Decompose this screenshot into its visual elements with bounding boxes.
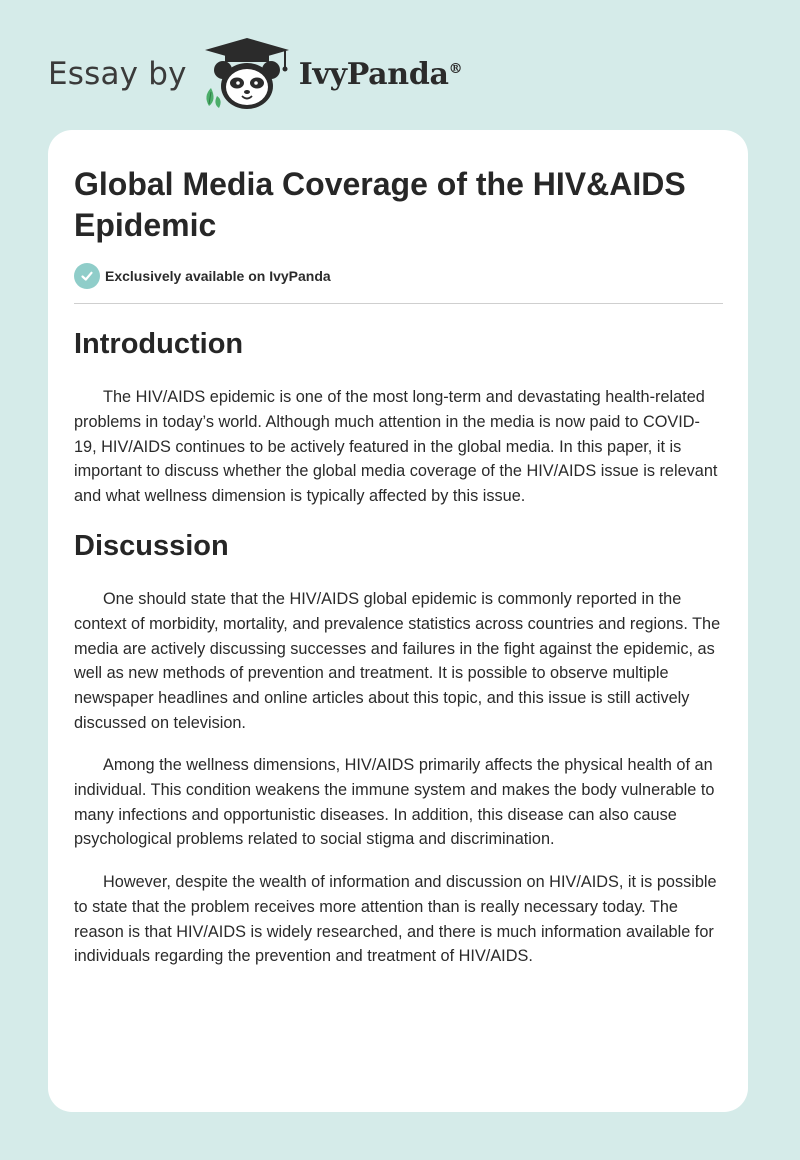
- section-heading-discussion: Discussion: [74, 530, 229, 562]
- paragraph: The HIV/AIDS epidemic is one of the most long-term and devastating health-related problems in today’s world. Although much attention in the media is now paid to COVID-19, HIV/AIDS continues to be actively featured in the global media. In this paper, it is important to discuss whether the global media coverage of the HIV/AIDS issue is relevant and what wellness dimension is typically affected by this issue.: [74, 388, 718, 506]
- check-circle-icon: [74, 263, 100, 289]
- divider: [74, 303, 723, 304]
- registered-mark: ®: [448, 60, 463, 77]
- essay-by-label: Essay by: [48, 56, 187, 92]
- paragraph: Among the wellness dimensions, HIV/AIDS primarily affects the physical health of an individual. This condition weakens the immune system and makes the body vulnerable to many infections and opportunistic diseases. In addition, this disease can also cause psychological problems related to social stigma and discrimination.: [74, 756, 715, 849]
- section-heading-introduction: Introduction: [74, 328, 244, 360]
- paragraph: However, despite the wealth of information and discussion on HIV/AIDS, it is possible to state that the problem receives more attention than is really necessary today. The reason is that HIV/AIDS is widely researched, and there is much information available for individuals regarding the prevention and treatment of HIV/AIDS.: [74, 873, 717, 966]
- badge-text: Exclusively available on IvyPanda: [105, 268, 331, 284]
- brand-name[interactable]: IvyPanda®: [298, 56, 463, 92]
- page-title: Global Media Coverage of the HIV&AIDS Epidemic: [74, 166, 686, 243]
- paragraph: One should state that the HIV/AIDS global epidemic is commonly reported in the context of morbidity, mortality, and prevalence statistics across countries and regions. The media are actively discussing successes and failures in the fight against the epidemic, as well as new methods of prevention and treatment. It is possible to observe multiple newspaper headlines and online articles about this topic, and this issue is still actively discussed on television.: [74, 590, 721, 732]
- essay-card: [48, 130, 748, 1112]
- site-header: [48, 36, 462, 112]
- panda-graduate-icon: [201, 36, 293, 112]
- exclusive-badge: [74, 263, 331, 289]
